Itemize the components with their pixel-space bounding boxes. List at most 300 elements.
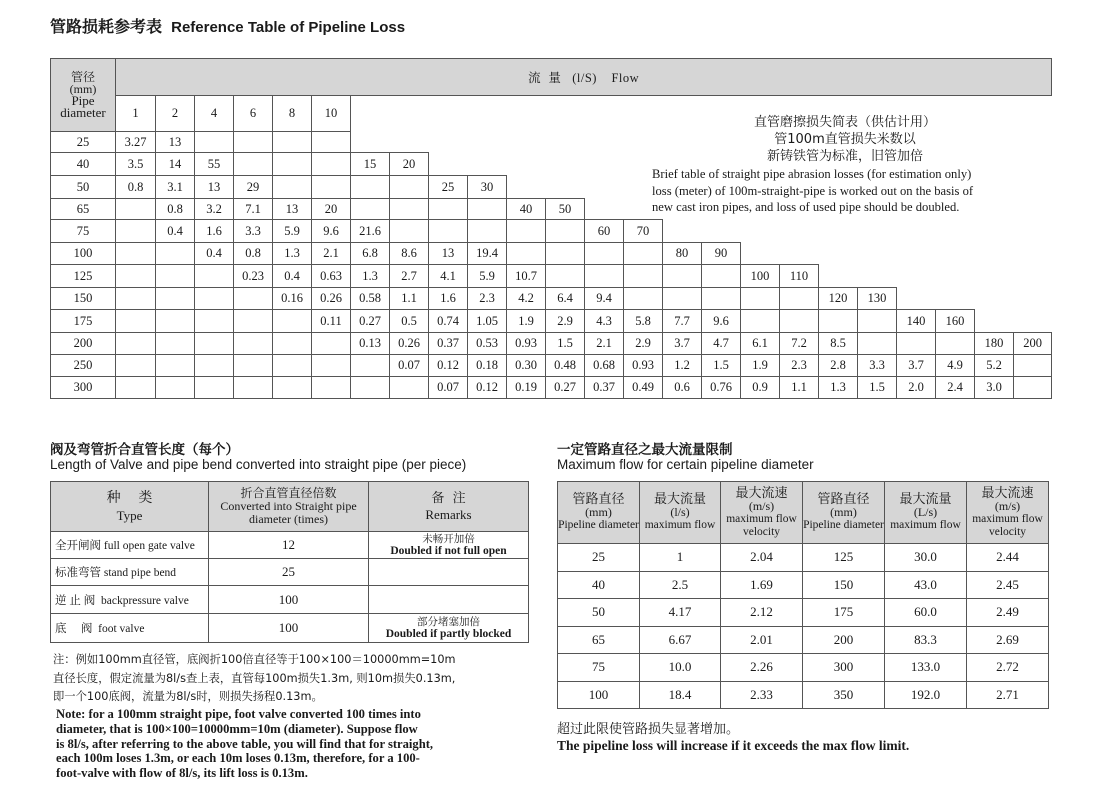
loss-value: 0.93 — [624, 355, 663, 377]
maxflow-value: 83.3 — [885, 626, 967, 654]
maxflow-value: 2.69 — [967, 626, 1049, 654]
maxflow-value: 4.17 — [640, 599, 721, 627]
empty-cell — [741, 243, 780, 265]
empty-cell — [936, 288, 975, 310]
valve-note-en-line: each 100m loses 1.3m, or each 10m loses 0.13m, therefore, for a 100- — [56, 751, 420, 766]
loss-value: 1.9 — [741, 355, 780, 377]
loss-value: 8.5 — [819, 333, 858, 355]
loss-value: 4.2 — [507, 288, 546, 310]
empty-cell — [1014, 265, 1052, 288]
note-cn-line: 管100m直管损失米数以 — [774, 132, 916, 147]
pipe-diameter: 150 — [51, 288, 116, 310]
maxflow-value: 43.0 — [885, 571, 967, 599]
maxflow-header-cell — [803, 482, 885, 544]
pipeline-loss-table — [50, 58, 1052, 399]
empty-cell — [819, 265, 858, 288]
header-unit: (L/s) — [913, 505, 938, 519]
pipe-diameter: 75 — [51, 220, 116, 243]
loss-value: 1.3 — [273, 243, 312, 265]
flow-value: 200 — [1014, 333, 1052, 355]
loss-value: 8.6 — [390, 243, 429, 265]
loss-value: 4.7 — [702, 333, 741, 355]
loss-value: 20 — [312, 199, 351, 220]
loss-value: 13 — [429, 243, 468, 265]
remark-en: Doubled if not full open — [390, 545, 507, 557]
page-title — [50, 14, 405, 37]
loss-value: 0.6 — [663, 377, 702, 399]
empty-cell — [546, 265, 585, 288]
empty-cell — [312, 132, 351, 153]
loss-value: 0.9 — [741, 377, 780, 399]
empty-cell — [585, 153, 624, 176]
loss-value: 0.4 — [156, 220, 195, 243]
maxflow-value: 2.72 — [967, 654, 1049, 682]
empty-cell — [546, 153, 585, 176]
empty-cell — [975, 288, 1014, 310]
empty-cell — [858, 310, 897, 333]
flow-value: 20 — [390, 153, 429, 176]
loss-value: 3.2 — [195, 199, 234, 220]
table-row — [51, 377, 1052, 399]
loss-value: 1.5 — [546, 333, 585, 355]
loss-value: 13 — [195, 176, 234, 199]
loss-value: 3.1 — [156, 176, 195, 199]
maxflow-value: 200 — [803, 626, 885, 654]
table-row — [51, 243, 1052, 265]
empty-cell — [312, 176, 351, 199]
header-type-cn: 种 类 — [106, 489, 153, 506]
valve-note-en-line: diameter, that is 100×100=10000mm=10m (diameter). Suppose flow — [56, 721, 418, 736]
table-row — [51, 265, 1052, 288]
flow-value: 1 — [116, 96, 156, 132]
header-en: maximum flow velocity — [972, 512, 1043, 538]
empty-cell — [351, 377, 390, 399]
empty-cell — [195, 310, 234, 333]
loss-value: 10.7 — [507, 265, 546, 288]
loss-value: 2.3 — [468, 288, 507, 310]
maxflow-value: 2.33 — [721, 681, 803, 709]
empty-cell — [273, 355, 312, 377]
header-cn: 管路直径 — [817, 492, 870, 507]
maxflow-section-title-en: Maximum flow for certain pipeline diameter — [557, 457, 814, 472]
pipe-diameter-header — [51, 59, 116, 132]
empty-cell — [975, 199, 1014, 220]
page-title-cn: 管路损耗参考表 — [50, 17, 163, 36]
header-en: maximum flow velocity — [726, 512, 797, 538]
empty-cell — [975, 220, 1014, 243]
empty-cell — [116, 243, 156, 265]
valve-note-en — [56, 707, 433, 781]
loss-value: 21.6 — [351, 220, 390, 243]
empty-cell — [468, 96, 507, 132]
loss-value: 2.0 — [897, 377, 936, 399]
empty-cell — [897, 288, 936, 310]
loss-value: 5.8 — [624, 310, 663, 333]
pipe-diameter: 50 — [51, 176, 116, 199]
empty-cell — [858, 333, 897, 355]
header-cn: 最大流量 — [653, 492, 706, 507]
empty-cell — [273, 333, 312, 355]
empty-cell — [546, 96, 585, 132]
empty-cell — [546, 176, 585, 199]
valve-remark — [369, 586, 529, 614]
empty-cell — [741, 220, 780, 243]
maxflow-value: 2.71 — [967, 681, 1049, 709]
header-en: maximum flow — [890, 519, 961, 531]
valve-times: 100 — [209, 614, 369, 643]
header-unit: (m/s) — [748, 498, 775, 513]
empty-cell — [507, 96, 546, 132]
loss-value: 1.1 — [780, 377, 819, 399]
valve-section-title-cn: 阀及弯管折合直管长度（每个） — [50, 442, 239, 458]
table-row — [51, 220, 1052, 243]
remark-cn: 部分堵塞加倍 — [417, 616, 480, 628]
maxflow-value: 100 — [558, 681, 640, 709]
header-unit: (m/s) — [994, 498, 1021, 513]
loss-value: 13 — [156, 132, 195, 153]
empty-cell — [195, 132, 234, 153]
empty-cell — [1014, 220, 1052, 243]
empty-cell — [780, 288, 819, 310]
header-remarks-cn: 备 注 — [431, 491, 466, 506]
valve-note-cn-line: 即一个100底阀，流量为8l/s时，则损失扬程0.13m。 — [53, 690, 323, 703]
loss-value: 0.93 — [507, 333, 546, 355]
empty-cell — [195, 265, 234, 288]
loss-value: 1.05 — [468, 310, 507, 333]
valve-note-en-line: foot-valve with flow of 8l/s, its lift loss is 0.13m. — [56, 766, 308, 781]
empty-cell — [663, 288, 702, 310]
empty-cell — [156, 333, 195, 355]
valve-remark — [369, 532, 529, 559]
loss-value: 9.6 — [702, 310, 741, 333]
empty-cell — [975, 265, 1014, 288]
empty-cell — [858, 220, 897, 243]
loss-value: 7.2 — [780, 333, 819, 355]
empty-cell — [1014, 243, 1052, 265]
empty-cell — [819, 310, 858, 333]
maxflow-value: 2.49 — [967, 599, 1049, 627]
maxflow-value: 40 — [558, 571, 640, 599]
empty-cell — [585, 132, 624, 153]
empty-cell — [741, 310, 780, 333]
empty-cell — [507, 176, 546, 199]
maxflow-header-cell — [967, 482, 1049, 544]
valve-section-title-en: Length of Valve and pipe bend converted into straight pipe (per piece) — [50, 457, 467, 472]
maxflow-value: 350 — [803, 681, 885, 709]
estimation-note-cn — [700, 114, 990, 165]
empty-cell — [858, 243, 897, 265]
loss-value: 0.30 — [507, 355, 546, 377]
loss-value: 0.26 — [312, 288, 351, 310]
maxflow-value: 1.69 — [721, 571, 803, 599]
loss-value: 29 — [234, 176, 273, 199]
maxflow-value: 30.0 — [885, 544, 967, 572]
maxflow-value: 50 — [558, 599, 640, 627]
empty-cell — [624, 288, 663, 310]
empty-cell — [1014, 288, 1052, 310]
empty-cell — [663, 132, 702, 153]
table-row — [558, 599, 1049, 627]
maxflow-value: 2.45 — [967, 571, 1049, 599]
loss-value: 2.9 — [624, 333, 663, 355]
empty-cell — [156, 288, 195, 310]
empty-cell — [780, 220, 819, 243]
table-row — [51, 614, 529, 643]
empty-cell — [390, 377, 429, 399]
pipe-diameter: 25 — [51, 132, 116, 153]
table-row — [51, 288, 1052, 310]
empty-cell — [1014, 355, 1052, 377]
empty-cell — [780, 243, 819, 265]
loss-value: 1.1 — [390, 288, 429, 310]
loss-value: 0.68 — [585, 355, 624, 377]
header-remarks — [369, 482, 529, 532]
valve-note-en-line: Note: for a 100mm straight pipe, foot valve converted 100 times into — [56, 707, 421, 721]
empty-cell — [1014, 377, 1052, 399]
loss-value: 0.4 — [273, 265, 312, 288]
empty-cell — [975, 243, 1014, 265]
loss-value: 2.1 — [585, 333, 624, 355]
loss-value: 0.19 — [507, 377, 546, 399]
loss-value: 0.8 — [234, 243, 273, 265]
empty-cell — [546, 132, 585, 153]
empty-cell — [507, 243, 546, 265]
loss-value: 0.8 — [116, 176, 156, 199]
valve-note-en-line: is 8l/s, after referring to the above table, you will find that for straight, — [56, 736, 434, 751]
empty-cell — [702, 220, 741, 243]
pipe-diameter: 300 — [51, 377, 116, 399]
empty-cell — [195, 377, 234, 399]
valve-times: 12 — [209, 532, 369, 559]
maxflow-value: 192.0 — [885, 681, 967, 709]
empty-cell — [351, 355, 390, 377]
loss-value: 0.49 — [624, 377, 663, 399]
pipe-header-en1: Pipe — [71, 93, 95, 108]
valve-type: 底 阀 foot valve — [51, 614, 209, 643]
loss-value: 0.27 — [351, 310, 390, 333]
maxflow-header-cell — [885, 482, 967, 544]
loss-value: 1.5 — [858, 377, 897, 399]
header-unit: (l/s) — [670, 505, 690, 519]
note-en-line: loss (meter) of 100m-straight-pipe is worked out on the basis of — [652, 183, 974, 198]
empty-cell — [1014, 153, 1052, 176]
valve-remark — [369, 614, 529, 643]
pipe-header-cn: 管径 — [70, 70, 95, 84]
loss-value: 0.07 — [390, 355, 429, 377]
empty-cell — [234, 132, 273, 153]
empty-cell — [897, 220, 936, 243]
flow-value: 140 — [897, 310, 936, 333]
empty-cell — [312, 355, 351, 377]
loss-value: 2.7 — [390, 265, 429, 288]
header-conversion — [209, 482, 369, 532]
remark-en: Doubled if partly blocked — [385, 628, 512, 640]
loss-value: 0.11 — [312, 310, 351, 333]
loss-value: 0.12 — [468, 377, 507, 399]
valve-type: 标准弯管 stand pipe bend — [51, 559, 209, 586]
empty-cell — [624, 132, 663, 153]
maxflow-header-cell — [558, 482, 640, 544]
empty-cell — [429, 132, 468, 153]
empty-cell — [195, 333, 234, 355]
maxflow-value: 2.04 — [721, 544, 803, 572]
loss-value: 1.2 — [663, 355, 702, 377]
loss-value: 3.3 — [234, 220, 273, 243]
flow-value: 6 — [234, 96, 273, 132]
empty-cell — [429, 199, 468, 220]
loss-value: 5.2 — [975, 355, 1014, 377]
loss-value: 1.3 — [351, 265, 390, 288]
loss-value: 55 — [195, 153, 234, 176]
maxflow-value: 75 — [558, 654, 640, 682]
empty-cell — [234, 153, 273, 176]
empty-cell — [429, 96, 468, 132]
empty-cell — [585, 176, 624, 199]
loss-value: 0.8 — [156, 199, 195, 220]
empty-cell — [312, 377, 351, 399]
maxflow-value: 2.44 — [967, 544, 1049, 572]
loss-value: 2.8 — [819, 355, 858, 377]
valve-type: 逆 止 阀 backpressure valve — [51, 586, 209, 614]
table-row — [558, 544, 1049, 572]
empty-cell — [351, 132, 390, 153]
note-en-line: Brief table of straight pipe abrasion losses (for estimation only) — [652, 167, 972, 181]
header-cn: 最大流量 — [899, 492, 952, 507]
loss-value: 5.9 — [273, 220, 312, 243]
loss-value: 1.3 — [819, 377, 858, 399]
loss-value: 4.3 — [585, 310, 624, 333]
valve-remark — [369, 559, 529, 586]
loss-value: 2.9 — [546, 310, 585, 333]
maxflow-value: 65 — [558, 626, 640, 654]
max-flow-table — [557, 481, 1049, 709]
flow-value: 90 — [702, 243, 741, 265]
header-en: maximum flow — [644, 519, 716, 531]
empty-cell — [312, 153, 351, 176]
empty-cell — [195, 355, 234, 377]
empty-cell — [312, 333, 351, 355]
table-row — [558, 626, 1049, 654]
valve-note-cn — [53, 651, 456, 707]
maxflow-header-cell — [721, 482, 803, 544]
empty-cell — [273, 153, 312, 176]
empty-cell — [351, 96, 390, 132]
maxflow-value: 125 — [803, 544, 885, 572]
maxflow-note-en: The pipeline loss will increase if it exceeds the max flow limit. — [557, 738, 910, 753]
loss-value: 3.7 — [663, 333, 702, 355]
empty-cell — [624, 265, 663, 288]
empty-cell — [429, 153, 468, 176]
flow-value: 60 — [585, 220, 624, 243]
empty-cell — [195, 288, 234, 310]
empty-cell — [156, 377, 195, 399]
estimation-note-en — [652, 166, 973, 216]
flow-value: 80 — [663, 243, 702, 265]
header-unit: (mm) — [830, 505, 857, 519]
empty-cell — [585, 265, 624, 288]
pipe-diameter: 65 — [51, 199, 116, 220]
loss-value: 0.27 — [546, 377, 585, 399]
loss-value: 3.5 — [116, 153, 156, 176]
empty-cell — [156, 355, 195, 377]
empty-cell — [585, 243, 624, 265]
empty-cell — [936, 333, 975, 355]
empty-cell — [780, 310, 819, 333]
table-row — [51, 559, 529, 586]
pipe-diameter: 40 — [51, 153, 116, 176]
table-row — [51, 333, 1052, 355]
empty-cell — [468, 220, 507, 243]
valve-times: 100 — [209, 586, 369, 614]
header-cn: 管路直径 — [572, 492, 625, 507]
empty-cell — [897, 265, 936, 288]
note-cn-line: 直管磨擦损失简表（供估计用） — [753, 115, 936, 130]
empty-cell — [702, 265, 741, 288]
flow-value: 50 — [546, 199, 585, 220]
empty-cell — [897, 243, 936, 265]
loss-value: 13 — [273, 199, 312, 220]
maxflow-value: 6.67 — [640, 626, 721, 654]
table-row — [51, 355, 1052, 377]
remark-cn: 未畅开加倍 — [422, 533, 475, 545]
empty-cell — [390, 132, 429, 153]
loss-value: 0.58 — [351, 288, 390, 310]
empty-cell — [585, 96, 624, 132]
header-type-en: Type — [116, 507, 143, 523]
loss-value: 14 — [156, 153, 195, 176]
loss-value: 3.0 — [975, 377, 1014, 399]
empty-cell — [975, 310, 1014, 333]
empty-cell — [819, 220, 858, 243]
flow-value: 120 — [819, 288, 858, 310]
loss-value: 0.13 — [351, 333, 390, 355]
loss-value: 0.4 — [195, 243, 234, 265]
empty-cell — [116, 377, 156, 399]
empty-cell — [546, 243, 585, 265]
empty-cell — [116, 355, 156, 377]
empty-cell — [858, 265, 897, 288]
flow-value: 8 — [273, 96, 312, 132]
empty-cell — [273, 132, 312, 153]
empty-cell — [390, 96, 429, 132]
table-row — [51, 586, 529, 614]
empty-cell — [234, 355, 273, 377]
flow-value: 30 — [468, 176, 507, 199]
flow-value: 40 — [507, 199, 546, 220]
header-en: Pipeline diameter — [803, 519, 884, 531]
empty-cell — [741, 288, 780, 310]
empty-cell — [1014, 132, 1052, 153]
loss-value: 19.4 — [468, 243, 507, 265]
maxflow-value: 2.12 — [721, 599, 803, 627]
table-header-row — [51, 59, 1052, 96]
empty-cell — [234, 333, 273, 355]
flow-value: 10 — [312, 96, 351, 132]
pipe-header-unit: (mm) — [69, 82, 97, 96]
maxflow-value: 1 — [640, 544, 721, 572]
empty-cell — [936, 265, 975, 288]
empty-cell — [390, 176, 429, 199]
valve-type: 全开闸阀 full open gate valve — [51, 532, 209, 559]
header-cn: 最大流速 — [981, 485, 1034, 501]
flow-value: 110 — [780, 265, 819, 288]
header-conversion-cn: 折合直管直径倍数 — [240, 486, 337, 500]
loss-value: 0.5 — [390, 310, 429, 333]
loss-value: 6.1 — [741, 333, 780, 355]
table-row — [558, 681, 1049, 709]
loss-value: 0.53 — [468, 333, 507, 355]
header-cn: 最大流速 — [735, 485, 788, 501]
